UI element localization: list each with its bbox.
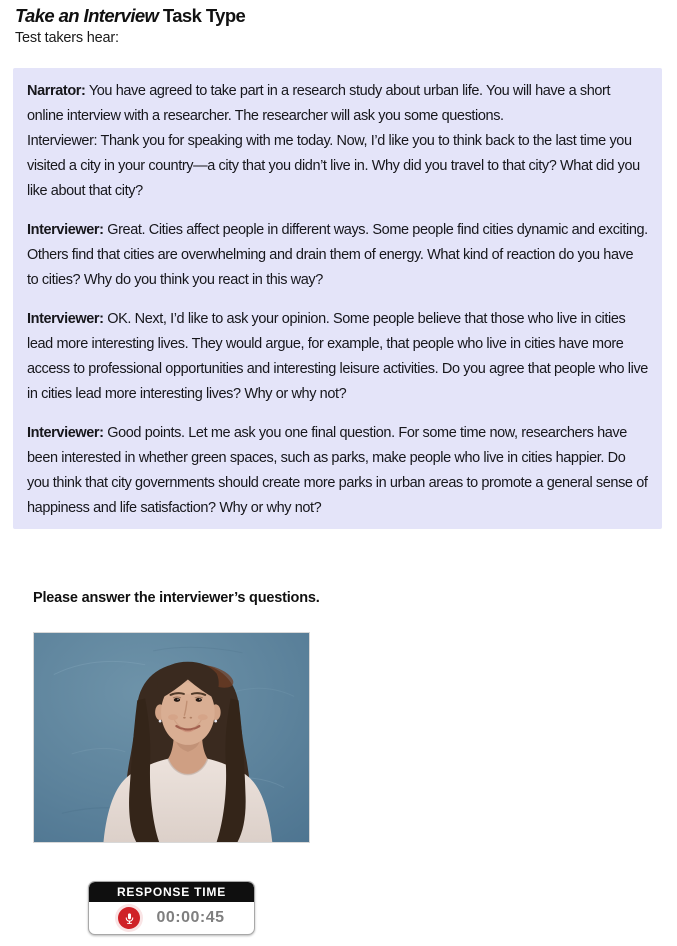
- speech-text: OK. Next, I’d like to ask your opinion. Some people believe that those who live in cities lead more interesting lives. They would argue, for example, that people who live in cities have more access to professional opportunities and interesting leisure activities. Do you agree that people who live in cities lead more interesting lives? Why or why not?: [27, 311, 648, 402]
- page-title: [15, 5, 245, 27]
- interviewer-photo: [33, 632, 310, 843]
- speaker-label: Interviewer:: [27, 425, 104, 441]
- test-takers-hear-label: Test takers hear:: [15, 30, 119, 46]
- speech-text: You have agreed to take part in a research study about urban life. You will have a short online interview with a researcher. The researcher will ask you some questions.: [27, 83, 611, 124]
- transcript-paragraph: [27, 421, 648, 521]
- transcript-paragraph: [27, 307, 648, 407]
- speech-text: Good points. Let me ask you one final question. For some time now, researchers have been interested in whether green spaces, such as parks, make people who live in cities happier. Do you think that city governments should create more parks in urban areas to promote a general sense of happiness and life satisfaction? Why or why not?: [27, 425, 648, 516]
- response-time-value: 00:00:45: [156, 909, 225, 926]
- transcript-paragraph: [27, 218, 648, 293]
- task-type-name: Take an Interview: [15, 5, 159, 26]
- speech-text: Interviewer: Thank you for speaking with me today. Now, I’d like you to think back to the last time you visited a city in your country—a city that you didn’t live in. Why did you travel to that city? What did you like about that city?: [27, 133, 640, 199]
- speaker-label: Interviewer:: [27, 222, 104, 238]
- response-timer-body: [89, 902, 254, 934]
- task-type-suffix: Task Type: [158, 5, 246, 26]
- interviewer-photo-illustration: [34, 633, 309, 842]
- speech-text: Great. Cities affect people in different ways. Some people find cities dynamic and exciting. Others find that cities are overwhelming and drain them of energy. What kind of reaction do you have to cities? Why do you think you react in this way?: [27, 222, 648, 288]
- speaker-label: Interviewer:: [27, 311, 104, 327]
- response-timer-header: RESPONSE TIME: [89, 882, 254, 902]
- microphone-icon: [118, 907, 140, 929]
- speaker-label: Narrator:: [27, 83, 86, 99]
- microphone-glyph: [123, 912, 136, 925]
- response-timer: [88, 881, 255, 935]
- prompt-text: Please answer the interviewer’s questions.: [33, 590, 320, 606]
- transcript-box: [13, 68, 662, 529]
- transcript-paragraph: [27, 79, 648, 204]
